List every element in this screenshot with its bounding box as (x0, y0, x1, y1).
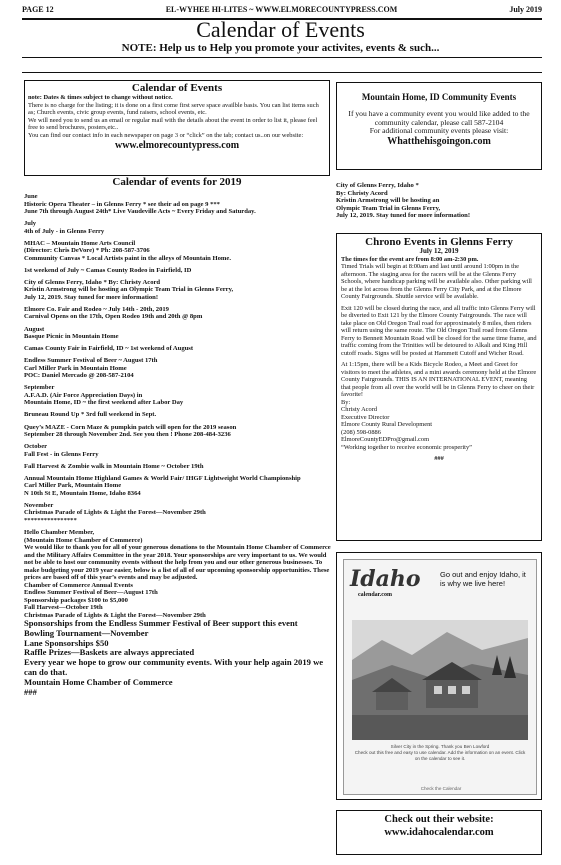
chamber-letter: Hello Chamber Member, (Mountain Home Chamber of Commerce) We would like to thank you for all of your generous donations to the Mountain Home Chamber of Commerce and the Military Affairs Committee in the year 2018. Your sponsorships are very important to us. We would not be able to host our community events without the help from you and our other generous businesses. To make budgeting your 2019 year easier, below is a list of all of our upcoming sponsorship opportunities. These prices are based off of this year’s events and may be adjusted. Chamber of Commerce Annual Events Endless Summer Festival of Beer—August 17th Sponsorship packages $100 to $5,000 Fall Harvest—October 19th Christmas Parade of Lights & Light the Forest—November 29th (24, 529, 331, 619)
event-item: Annual Mountain Home Highland Games & World Fair/ IHGF Lightweight World Championship Carl Miller Park, Mountain Home N 10th St E, Mountain Home, Idaho 8364 (24, 474, 301, 497)
idaho-calendar-logo: Idaho (350, 566, 421, 592)
event-item: October Fall Fest - in Glenns Ferry (24, 443, 99, 458)
event-item: MHAC – Mountain Home Arts Council (Director: Chris DeVore) * Ph: 208-587-3706 Community Canvas * Local Artists paint in the alleys of Mountain Home. (24, 239, 231, 262)
silver-city-photo-svg (352, 620, 528, 740)
website-callout-text: Check out their website: (384, 814, 494, 825)
chrono-events-box (336, 233, 542, 541)
chrono-events-date: July 12, 2019 (419, 247, 459, 255)
idaho-calendar-ad-box (336, 552, 542, 800)
website-callout-box (336, 810, 542, 855)
events-heading: Calendar of events for 2019 (112, 176, 242, 188)
idaho-calendar-ad[interactable] (343, 559, 537, 795)
events-list (24, 193, 332, 697)
chrono-events-times: The times for the event are from 8:00 am-2:30 pm. (341, 255, 479, 263)
calendar-info-box (24, 80, 330, 176)
ad-caption: Silver City in the Spring. Thank you Ben Lowford Check out this free and easy to use calendar. Add the information on an event. Click on the calendar to see it. (354, 744, 526, 761)
issue-date: July 2019 (509, 4, 542, 14)
event-item: Fall Harvest & Zombie walk in Mountain Home ~ October 19th (24, 462, 204, 470)
community-events-text: For additional community events please visit: (369, 126, 509, 136)
event-item: Bruneau Round Up * 3rd full weekend in Sept. (24, 411, 157, 419)
ad-footer: Check the Calendar (420, 786, 462, 791)
calendar-info-paragraph: You can find our contact info in each newspaper on page 3 or “click” on the tab; contact us..on our website: (28, 131, 304, 139)
publication-name: EL-WYHEE HI-LITES ~ WWW.ELMORECOUNTYPRESS.COM (165, 4, 398, 14)
chrono-events-paragraph: At 1:15pm, there will be a Kids Bicycle Rodeo, a Meet and Greet for visitors to meet the athletes, and a mini awards ceremony held at the Elmore County Fairgrounds. THIS IS AN INTERNATIONAL EVENT, meaning that people from all over the world will be in Glenns Ferry to cheer on their favorite! By: Christy Acord Executive Director Elmore County Rural Development (208) 598-0886 ElmoreCountyEDPro@gmail.com “Working together to receive economic prosperity” (341, 361, 537, 451)
divider (22, 57, 542, 58)
event-item: November Christmas Parade of Lights & Light the Forest—November 29th **************** (24, 501, 206, 524)
event-item: September A.F.A.D. (Air Force Appreciation Days) in Mountain Home, ID ~ the first weekend after Labor Day (24, 384, 184, 407)
idaho-calendar-logo-sub: calendar.com (358, 592, 392, 598)
community-events-heading: Mountain Home, ID Community Events (361, 92, 517, 102)
chrono-events-paragraph: Timed Trials will begin at 8:00am and last until around 1:00pm in the afternoon. The staging area for the racers will be at the Glenns Ferry Schools, where handicap parking will be available also. Other parking will be at the lot across from the Glenns Ferry City Park, and at the Elmore County Fairgrounds. Shuttle service will be available. (341, 263, 532, 300)
glenns-ferry-notice: City of Glenns Ferry, Idaho * By: Christy Acord Kristin Armstrong will be hosting an Olympic Team Trial in Glenns Ferry, July 12, 2019. Stay tuned for more information! (336, 182, 471, 220)
event-item: Quey’s MAZE - Corn Maze & pumpkin patch will open for the 2019 season September 28 through November 2nd. See you then ! Phone 208-484-3236 (24, 423, 237, 439)
calendar-info-paragraph: There is no charge for the listing; it is done on a first come first serve space availble basis. You can list items such as; Church events, civic group events, fund raisers, school events, etc. (28, 101, 319, 116)
page-subtitle: NOTE: Help us to Help you promote your activites, events & such... (121, 42, 440, 54)
end-mark: ### (434, 455, 444, 462)
event-item: August Basque Picnic in Mountain Home (24, 325, 119, 341)
page-title: Calendar of Events (196, 17, 365, 42)
ad-tagline: Go out and enjoy Idaho, it is why we live here! (440, 570, 526, 588)
community-events-box (336, 82, 542, 170)
community-events-text: If you have a community event you would like added to the community calendar, please call 587-2104 (348, 108, 530, 127)
event-item: Endless Summer Festival of Beer ~ August 17th Carl Miller Park in Mountain Home POC: Daniel Mercado @ 208-587-2104 (24, 357, 158, 380)
chrono-events-paragraph: Exit 120 will be closed during the race, and all traffic into Glenns Ferry will be diverted to Exit 121 by the Elmore County Fairgrounds. The race will take place on Old Oregon Trail road for approximately 8 miles, then riders will return using the same route. The Old Oregon Trail road from Glenns Ferry to Bennett Mountain Road will be closed for the same time frame, and traffic coming from the Trinities will be detoured to Alkali and King Hill cutoff roads. Signs will be posted at Hammett Cutoff and Wicher Road. (341, 304, 537, 357)
event-item: City of Glenns Ferry, Idaho * By: Christy Acord Kristin Armstrong will be hosting an Olympic Team Trial in Glenns Ferry, July 12, 2019. Stay tuned for more information! (24, 278, 234, 301)
website-link[interactable]: www.elmorecountypress.com (114, 140, 240, 151)
website-callout-link[interactable]: www.idahocalendar.com (384, 826, 494, 838)
divider (22, 72, 542, 73)
event-item: July 4th of July - in Glenns Ferry (24, 220, 105, 235)
event-item: 1st weekend of July ~ Camas County Rodeo in Fairfield, ID (24, 266, 192, 274)
silver-city-photo (352, 620, 528, 740)
event-item: Camas County Fair in Fairfield, ID ~ 1st weekend of August (24, 345, 194, 353)
page-number: PAGE 12 (22, 4, 54, 14)
community-events-link[interactable]: Whatthehisgoingon.com (387, 136, 491, 148)
event-item: Elmore Co. Fair and Rodeo ~ July 14th - 20th, 2019 Carnival Opens on the 17th, Open Rodeo 19th and 20th @ 8pm (24, 305, 203, 321)
calendar-info-note: note: Dates & times subject to change without notice. (28, 94, 173, 101)
calendar-info-heading: Calendar of Events (131, 82, 223, 94)
event-item: June Historic Opera Theater – in Glenns Ferry * see their ad on page 9 *** June 7th through August 24th* Live Vaudeville Acts ~ Every Friday and Saturday. (24, 193, 256, 215)
calendar-info-paragraph: We will need you to send us an email or regular mail with the details about the event in order to list it, please feel free to send brochures, posters,etc.. (28, 116, 318, 131)
chamber-letter-closing: Sponsorships from the Endless Summer Festival of Beer support this event Bowling Tournament—November Lane Sponsorships $50 Raffle Prizes—Baskets are always appreciated Every year we hope to grow our community events. With your help again 2019 we can do that. Mountain Home Chamber of Commerce ### (24, 618, 324, 697)
chrono-events-heading: Chrono Events in Glenns Ferry (365, 236, 513, 248)
